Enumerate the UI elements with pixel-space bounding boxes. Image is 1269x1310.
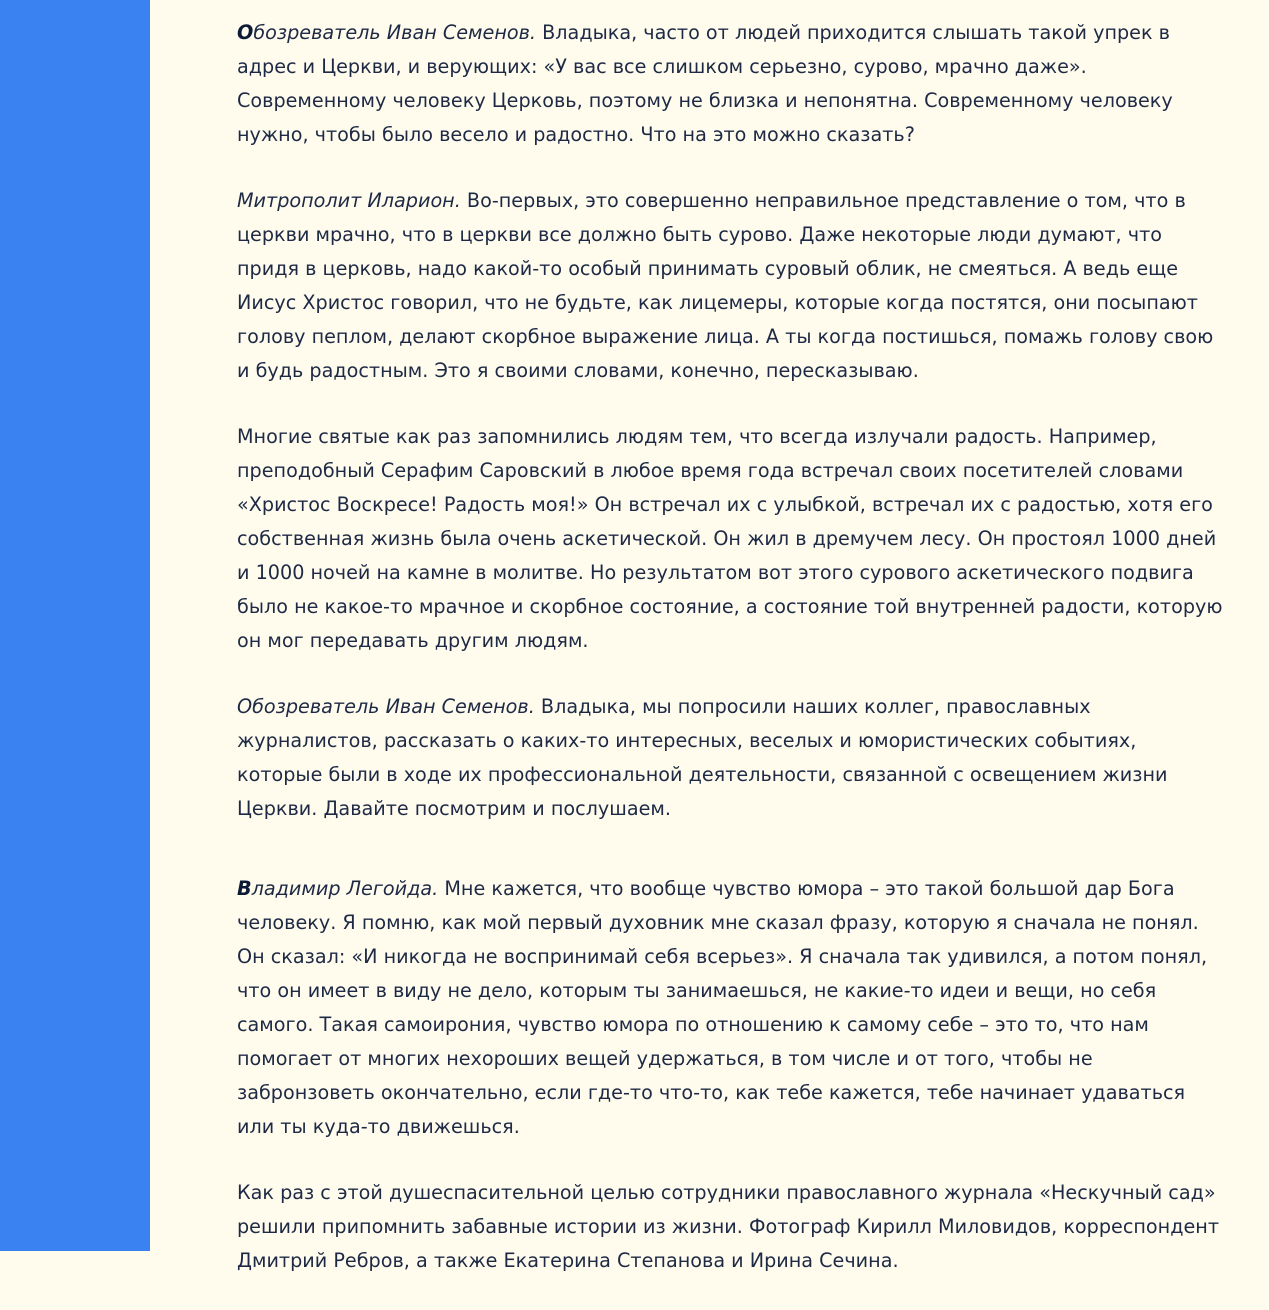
speaker-name xyxy=(237,21,536,44)
speaker-label: ладимир Легойда. xyxy=(251,877,439,900)
paragraph-text: Владыка, часто от людей приходится слышать такой упрек в адрес и Церкви, и верующих: «У вас все слишком серьезно, сурово, мрачно даже». Современному человеку Церковь, поэтому не близка и непонятна. Современному человеку нужно, чтобы было весело и радостно. Что на это можно сказать? xyxy=(237,21,1173,146)
left-sidebar xyxy=(0,0,150,1251)
paragraph-text: Владыка, мы попросили наших коллег, православных журналистов, рассказать о каких-то интересных, веселых и юмористических событиях, которые были в ходе их профессиональной деятельности, связанной с освещением жизни Церкви. Давайте посмотрим и послушаем. xyxy=(237,695,1168,820)
drop-initial: В xyxy=(237,877,252,900)
paragraph-2 xyxy=(237,184,1227,388)
paragraph-1 xyxy=(237,16,1227,152)
speaker-name: Обозреватель Иван Семенов. xyxy=(237,695,535,718)
speaker-name xyxy=(237,877,438,900)
paragraph-6 xyxy=(237,1176,1227,1278)
paragraph-3 xyxy=(237,420,1227,658)
paragraph-text: Многие святые как раз запомнились людям тем, что всегда излучали радость. Например, преподобный Серафим Саровский в любое время года встречал своих посетителей словами «Христос Воскресе! Радость моя!» Он встречал их с улыбкой, встречал их с радостью, хотя его собственная жизнь была очень аскетической. Он жил в дремучем лесу. Он простоял 1000 дней и 1000 ночей на камне в молитве. Но результатом вот этого сурового аскетического подвига было не какое-то мрачное и скорбное состояние, а состояние той внутренней радости, которую он мог передавать другим людям. xyxy=(237,425,1223,652)
article-body xyxy=(237,16,1227,1310)
paragraph-text: Мне кажется, что вообще чувство юмора – это такой большой дар Бога человеку. Я помню, как мой первый духовник мне сказал фразу, которую я сначала не понял. Он сказал: «И никогда не воспринимай себя всерьез». Я сначала так удивился, а потом понял, что он имеет в виду не дело, которым ты занимаешься, не какие-то идеи и вещи, но себя самого. Такая самоирония, чувство юмора по отношению к самому себе – это то, что нам помогает от многих нехороших вещей удержаться, в том числе и от того, чтобы не забронзоветь окончательно, если где-то что-то, как тебе кажется, тебе начинает удаваться или ты куда-то движешься. xyxy=(237,877,1208,1138)
speaker-name: Митрополит Иларион. xyxy=(237,189,461,212)
paragraph-4 xyxy=(237,690,1227,826)
paragraph-5 xyxy=(237,872,1227,1144)
drop-initial: О xyxy=(237,21,254,44)
speaker-label: бозреватель Иван Семенов. xyxy=(253,21,537,44)
paragraph-text: Во-первых, это совершенно неправильное представление о том, что в церкви мрачно, что в церкви все должно быть сурово. Даже некоторые люди думают, что придя в церковь, надо какой-то особый принимать суровый облик, не смеяться. А ведь еще Иисус Христос говорил, что не будьте, как лицемеры, которые когда постятся, они посыпают голову пеплом, делают скорбное выражение лица. А ты когда постишься, помажь голову свою и будь радостным. Это я своими словами, конечно, пересказываю. xyxy=(237,189,1214,382)
paragraph-text: Как раз с этой душеспасительной целью сотрудники православного журнала «Нескучный сад» решили припомнить забавные истории из жизни. Фотограф Кирилл Миловидов, корреспондент Дмитрий Ребров, а также Екатерина Степанова и Ирина Сечина. xyxy=(237,1181,1220,1272)
